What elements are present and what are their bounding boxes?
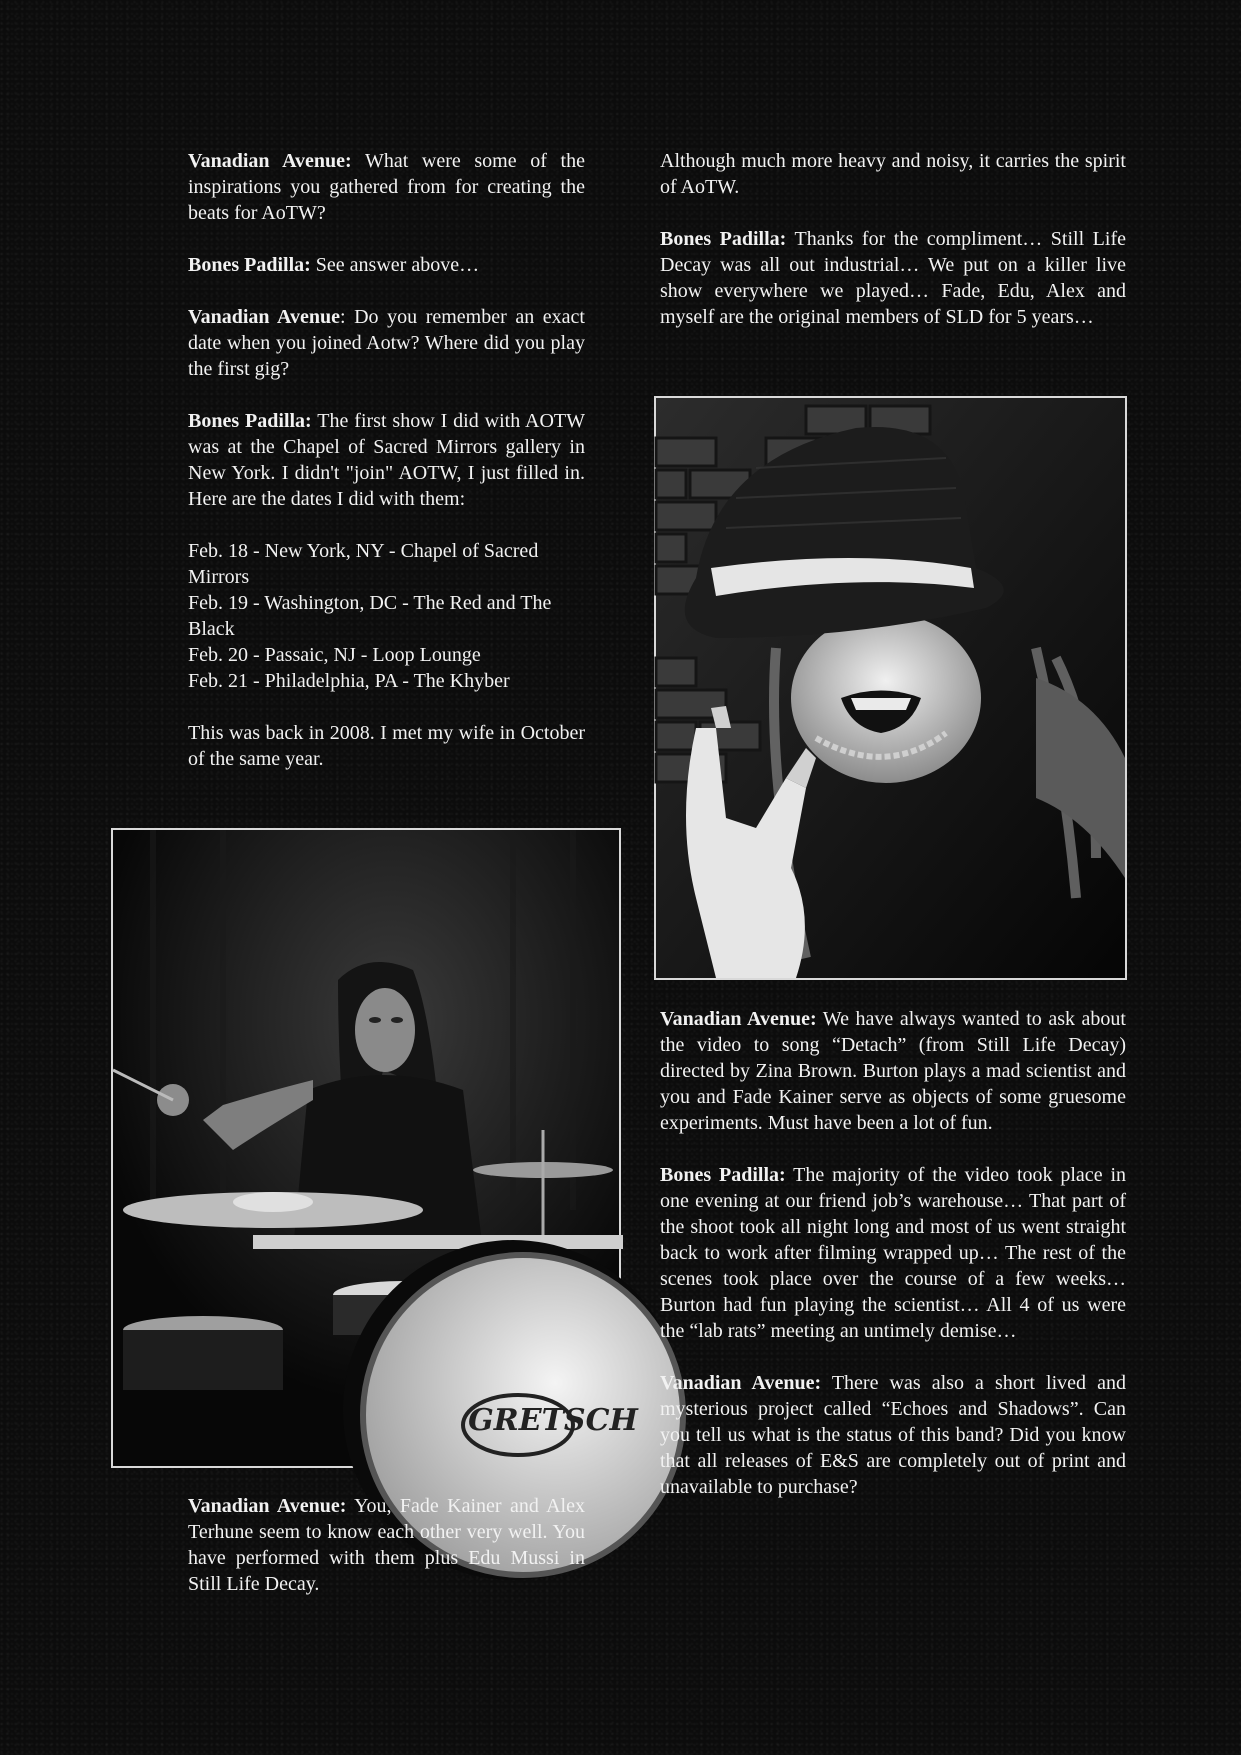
question-text: We have always wanted to ask about the video to song “Detach” (from Still Life Decay) directed by Zina Brown. Burton plays a mad scientist and you and Fade Kainer serve as objects of some gruesome experiments. Must have been a lot of fun.: [660, 1008, 1126, 1134]
question-inspirations: [188, 148, 585, 226]
hat-portrait-illustration: [656, 398, 1125, 978]
tour-date-item: Feb. 19 - Washington, DC - The Red and The Black: [188, 592, 552, 640]
speaker-label: Bones Padilla:: [188, 254, 311, 276]
left-column-bottom: [188, 1493, 585, 1597]
right-column-top: [660, 148, 1126, 330]
answer-text: See answer above…: [310, 254, 480, 276]
question-text: You, Fade Kainer and Alex Terhune seem to know each other very well. You have performed with them plus Edu Mussi in Still Life Decay.: [188, 1495, 585, 1595]
question-echoes-and-shadows: [660, 1370, 1126, 1500]
speaker-label: Bones Padilla:: [188, 410, 312, 432]
answer-compliment: [660, 226, 1126, 330]
drummer-photo: [111, 828, 638, 1468]
speaker-label: Vanadian Avenue:: [188, 1495, 347, 1517]
tour-date-item: Feb. 18 - New York, NY - Chapel of Sacred Mirrors: [188, 540, 539, 588]
question-detach-video: [660, 1006, 1126, 1136]
speaker-label: Vanadian Avenue:: [660, 1372, 822, 1394]
tour-date-item: Feb. 21 - Philadelphia, PA - The Khyber: [188, 670, 510, 692]
speaker-label: Vanadian Avenue: [188, 306, 340, 328]
closing-paragraph: This was back in 2008. I met my wife in October of the same year.: [188, 722, 585, 770]
answer-see-above: [188, 252, 585, 278]
continuation-paragraph: Although much more heavy and noisy, it carries the spirit of AoTW.: [660, 150, 1126, 198]
gretsch-logo: GRETSCH: [468, 1403, 638, 1438]
answer-text: The majority of the video took place in one evening at our friend job’s warehouse… That part of the shoot took all night long and most of us went straight back to work after filming wrapped up… The rest of the scenes took place over the course of a few weeks… Burton had fun playing the scientist… All 4 of us were the “lab rats” meeting an untimely demise…: [660, 1164, 1126, 1342]
question-join-date: [188, 304, 585, 382]
question-still-life-decay: [188, 1493, 585, 1597]
answer-text: The first show I did with AOTW was at the Chapel of Sacred Mirrors gallery in New York. I didn't "join" AOTW, I just filled in. Here are the dates I did with them:: [188, 410, 585, 510]
left-column-top: [188, 148, 585, 772]
right-column-bottom: [660, 1006, 1126, 1500]
answer-first-show: [188, 408, 585, 512]
hat-portrait-photo: [654, 396, 1127, 980]
speaker-label: Bones Padilla:: [660, 228, 787, 250]
speaker-label: Vanadian Avenue:: [660, 1008, 817, 1030]
tour-dates-list: [188, 538, 585, 694]
question-text: There was also a short lived and mysterious project called “Echoes and Shadows”. Can you tell us what is the status of this band? Did you know that all releases of E&S are completely out of print and unavailable to purchase?: [660, 1372, 1126, 1498]
question-text: What were some of the inspirations you gathered from for creating the beats for AoTW?: [188, 150, 585, 224]
drummer-photo-illustration: [113, 830, 638, 1466]
question-text: : Do you remember an exact date when you joined Aotw? Where did you play the first gig?: [188, 306, 585, 380]
answer-video-shoot: [660, 1162, 1126, 1344]
speaker-label: Bones Padilla:: [660, 1164, 786, 1186]
speaker-label: Vanadian Avenue:: [188, 150, 352, 172]
answer-text: Thanks for the compliment… Still Life Decay was all out industrial… We put on a killer live show everywhere we played… Fade, Edu, Alex and myself are the original members of SLD for 5 years…: [660, 228, 1126, 328]
tour-date-item: Feb. 20 - Passaic, NJ - Loop Lounge: [188, 644, 481, 666]
